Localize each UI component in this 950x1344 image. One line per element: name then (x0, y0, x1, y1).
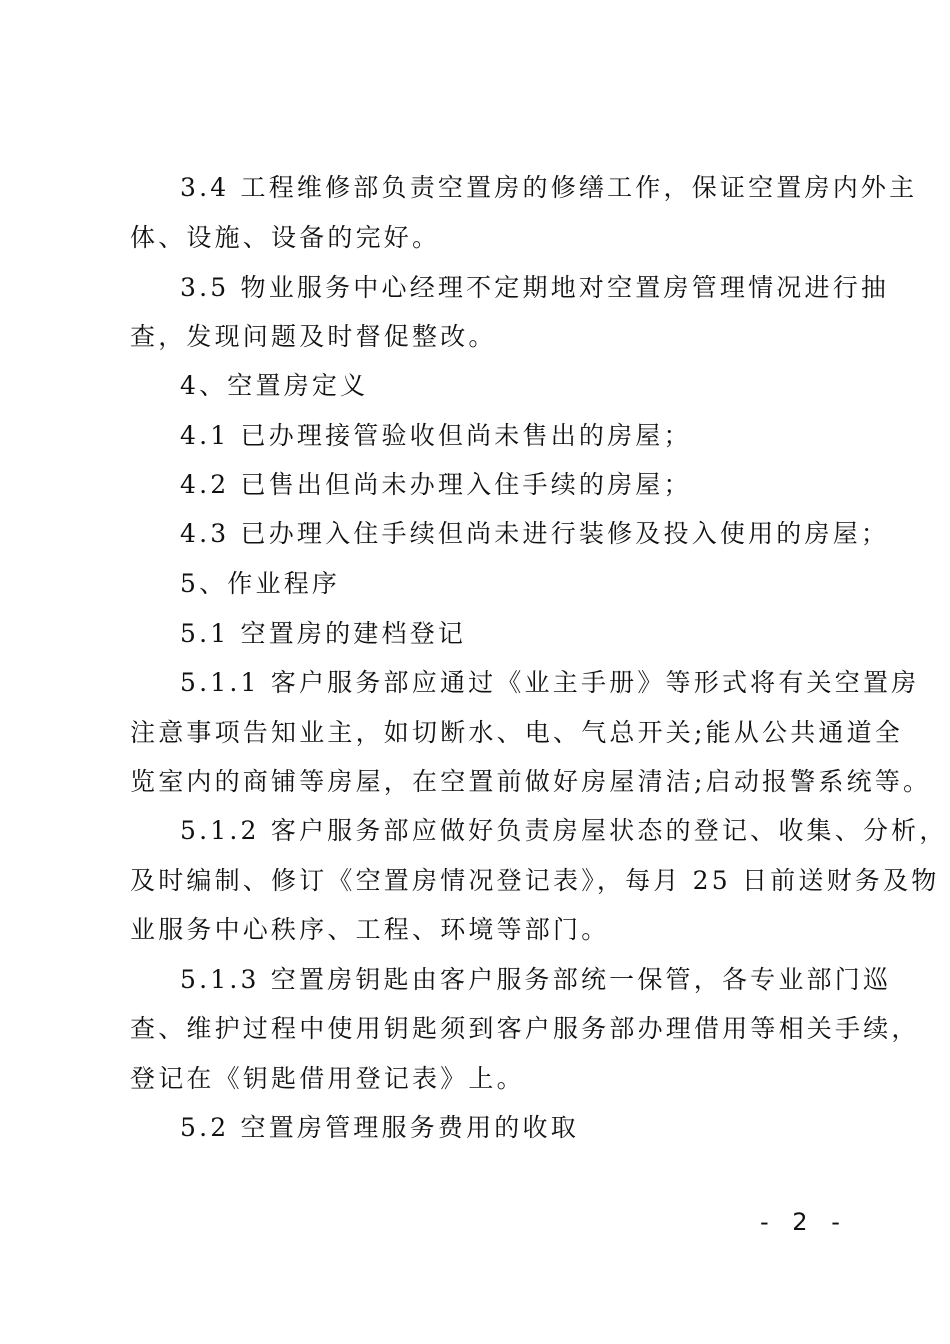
paragraph-line: 3.5 物业服务中心经理不定期地对空置房管理情况进行抽 (180, 273, 890, 302)
paragraph-line: 5.1.2 客户服务部应做好负责房屋状态的登记、收集、分析， (180, 816, 948, 845)
page-number: - 2 - (760, 1208, 848, 1236)
section-heading: 4、空置房定义 (180, 371, 369, 400)
section-heading: 5、作业程序 (180, 569, 341, 598)
paragraph-line: 查，发现问题及时督促整改。 (130, 322, 497, 351)
paragraph-line: 业服务中心秩序、工程、环境等部门。 (130, 915, 610, 944)
subsection-heading: 5.2 空置房管理服务费用的收取 (180, 1113, 579, 1142)
paragraph-line: 览室内的商铺等房屋，在空置前做好房屋清洁;启动报警系统等。 (130, 767, 932, 796)
paragraph-line: 4.3 已办理入住手续但尚未进行装修及投入使用的房屋； (180, 519, 890, 548)
paragraph-line: 5.1.3 空置房钥匙由客户服务部统一保管，各专业部门巡 (180, 965, 892, 994)
paragraph-line: 注意事项告知业主，如切断水、电、气总开关;能从公共通道全 (130, 718, 904, 747)
paragraph-line: 5.1.1 客户服务部应通过《业主手册》等形式将有关空置房 (180, 668, 920, 697)
paragraph-line: 体、设施、设备的完好。 (130, 223, 441, 252)
subsection-heading: 5.1 空置房的建档登记 (180, 619, 467, 648)
paragraph-line: 及时编制、修订《空置房情况登记表》，每月 25 日前送财务及物 (130, 866, 940, 895)
paragraph-line: 4.2 已售出但尚未办理入住手续的房屋； (180, 470, 692, 499)
paragraph-line: 查、维护过程中使用钥匙须到客户服务部办理借用等相关手续， (130, 1014, 920, 1043)
paragraph-line: 3.4 工程维修部负责空置房的修缮工作，保证空置房内外主 (180, 173, 918, 202)
paragraph-line: 4.1 已办理接管验收但尚未售出的房屋； (180, 421, 692, 450)
paragraph-line: 登记在《钥匙借用登记表》上。 (130, 1064, 525, 1093)
